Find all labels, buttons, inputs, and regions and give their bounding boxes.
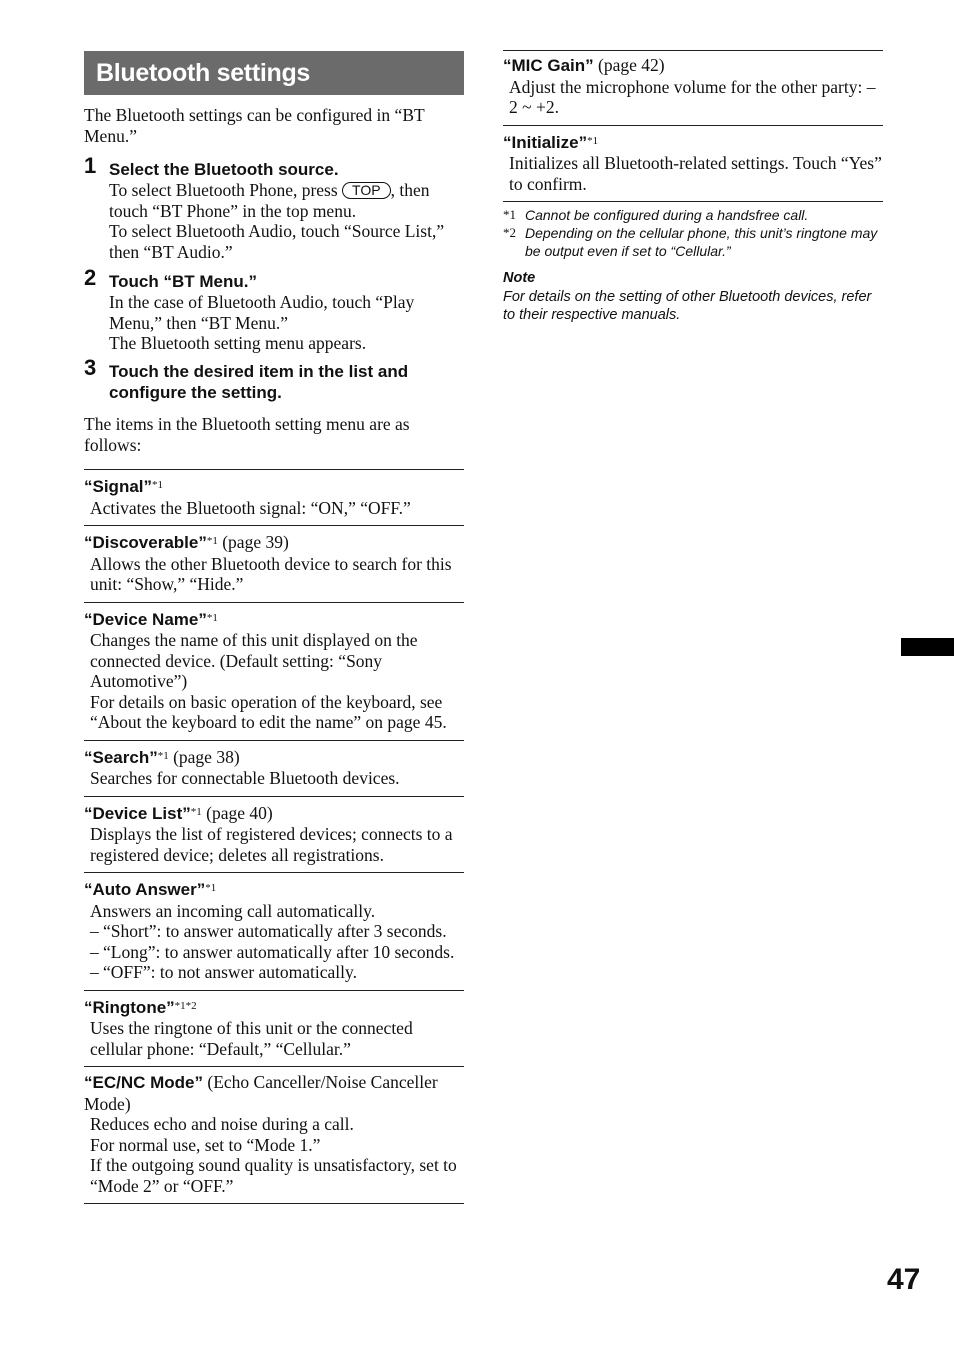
- setting-desc: Searches for connectable Bluetooth devices.: [90, 768, 400, 788]
- page-ref: (page 40): [206, 802, 273, 823]
- setting-name: “MIC Gain”: [503, 56, 594, 75]
- option-line: [84, 962, 464, 983]
- option-text: “OFF”: to not answer automatically.: [103, 962, 358, 982]
- step-body: In the case of Bluetooth Audio, touch “Play Menu,” then “BT Menu.”: [109, 292, 415, 333]
- setting-item: [503, 50, 883, 125]
- step-body: To select Bluetooth Audio, touch “Source List,” then “BT Audio.”: [109, 221, 445, 262]
- setting-desc: Adjust the microphone volume for the other party: –2 ~ +2.: [509, 76, 876, 117]
- settings-table: [84, 469, 464, 1204]
- intro-text: The Bluetooth settings can be configured in “BT Menu.”: [84, 105, 425, 146]
- footnote: [503, 224, 883, 260]
- note-text: For details on the setting of other Bluetooth devices, refer to their respective manuals.: [503, 289, 872, 323]
- footnote-ref: *1*2: [174, 999, 197, 1012]
- dash-bullet: –: [90, 962, 99, 982]
- step-heading: Touch “BT Menu.”: [109, 272, 257, 291]
- step-number: 1: [84, 153, 97, 178]
- footnote-ref: *1: [157, 749, 169, 762]
- page-ref: (page 39): [222, 532, 289, 552]
- setting-name: “EC/NC Mode”: [84, 1073, 203, 1092]
- setting-item: [84, 469, 464, 525]
- setting-name: “Device List”: [84, 803, 191, 823]
- setting-desc: For normal use, set to “Mode 1.”: [90, 1134, 321, 1155]
- page-number: 47: [887, 1263, 921, 1296]
- section-title: Bluetooth settings: [84, 51, 464, 95]
- footnote-ref: *1: [587, 134, 599, 147]
- note-heading: Note: [503, 270, 536, 286]
- setting-item: [84, 525, 464, 602]
- step-text: To select Bluetooth Phone, press: [109, 180, 338, 200]
- setting-desc: If the outgoing sound quality is unsatisfactory, set to “Mode 2” or “OFF.”: [90, 1155, 457, 1196]
- section-tab-marker: [901, 638, 954, 656]
- footnote-mark: *2: [503, 225, 516, 240]
- setting-name: “Auto Answer”: [84, 880, 206, 899]
- dash-bullet: –: [90, 921, 99, 941]
- footnote-ref: *1: [190, 805, 202, 818]
- setting-item: [84, 1066, 464, 1204]
- option-text: “Long”: to answer automatically after 10 seconds.: [103, 941, 455, 962]
- footnote-ref: *1: [206, 611, 218, 624]
- step-1: [84, 153, 464, 262]
- step-3: [84, 355, 464, 403]
- setting-desc: Allows the other Bluetooth device to search for this unit: “Show,” “Hide.”: [90, 553, 452, 594]
- setting-item: [84, 796, 464, 873]
- footnote-ref: *1: [152, 479, 164, 491]
- footnote-mark: *1: [503, 207, 516, 222]
- step-text: , then touch “BT Phone” in the top menu.: [109, 180, 430, 221]
- footnote: [503, 206, 883, 224]
- setting-desc: Displays the list of registered devices; connects to a registered device; deletes all registrations.: [90, 824, 453, 865]
- setting-desc: Reduces echo and noise during a call.: [90, 1114, 354, 1134]
- setting-desc: Activates the Bluetooth signal: “ON,” “OFF.”: [90, 497, 411, 518]
- footnote-text: Depending on the cellular phone, this unit’s ringtone may be output even if set to “Cellular.”: [525, 225, 878, 259]
- footnote-ref: *1: [206, 535, 218, 547]
- setting-name: “Ringtone”: [84, 997, 175, 1017]
- page-ref: (page 42): [598, 55, 665, 75]
- page-ref: (Echo Canceller/Noise Canceller Mode): [84, 1072, 438, 1114]
- footnote-text: Cannot be configured during a handsfree call.: [525, 207, 809, 223]
- setting-name: “Signal”: [84, 477, 153, 496]
- step-number: 3: [84, 355, 97, 380]
- setting-desc: Initializes all Bluetooth-related settings. Touch “Yes” to confirm.: [509, 153, 882, 194]
- option-text: “Short”: to answer automatically after 3 seconds.: [103, 921, 447, 941]
- option-line: [84, 942, 464, 963]
- setting-desc: Uses the ringtone of this unit or the connected cellular phone: “Default,” “Cellular.”: [90, 1018, 413, 1059]
- setting-name: “Initialize”: [503, 132, 588, 152]
- option-line: [84, 921, 464, 942]
- setting-desc: Changes the name of this unit displayed on the connected device. (Default setting: “Sony Automotive”): [90, 630, 418, 691]
- setting-name: “Discoverable”: [84, 533, 207, 552]
- step-number: 2: [84, 265, 97, 290]
- settings-table-right: [503, 50, 883, 202]
- setting-desc: Answers an incoming call automatically.: [90, 900, 376, 921]
- step-body: The Bluetooth setting menu appears.: [109, 333, 367, 353]
- setting-item: [84, 740, 464, 796]
- top-button-icon: TOP: [342, 182, 391, 199]
- page-ref: (page 38): [173, 746, 240, 767]
- setting-item: [84, 602, 464, 740]
- setting-name: “Search”: [84, 747, 158, 767]
- setting-desc: For details on basic operation of the keyboard, see “About the keyboard to edit the name” on page 45.: [90, 691, 447, 732]
- setting-name: “Device Name”: [84, 609, 207, 629]
- step-heading: Select the Bluetooth source.: [109, 160, 339, 179]
- step-2: [84, 265, 464, 354]
- setting-item: [503, 125, 883, 203]
- step-body: [109, 180, 464, 221]
- dash-bullet: –: [90, 941, 99, 962]
- footnote-ref: *1: [205, 882, 217, 894]
- items-intro: The items in the Bluetooth setting menu are as follows:: [84, 414, 410, 455]
- setting-item: [84, 990, 464, 1067]
- step-heading: Touch the desired item in the list and configure the setting.: [109, 362, 409, 402]
- setting-item: [84, 872, 464, 990]
